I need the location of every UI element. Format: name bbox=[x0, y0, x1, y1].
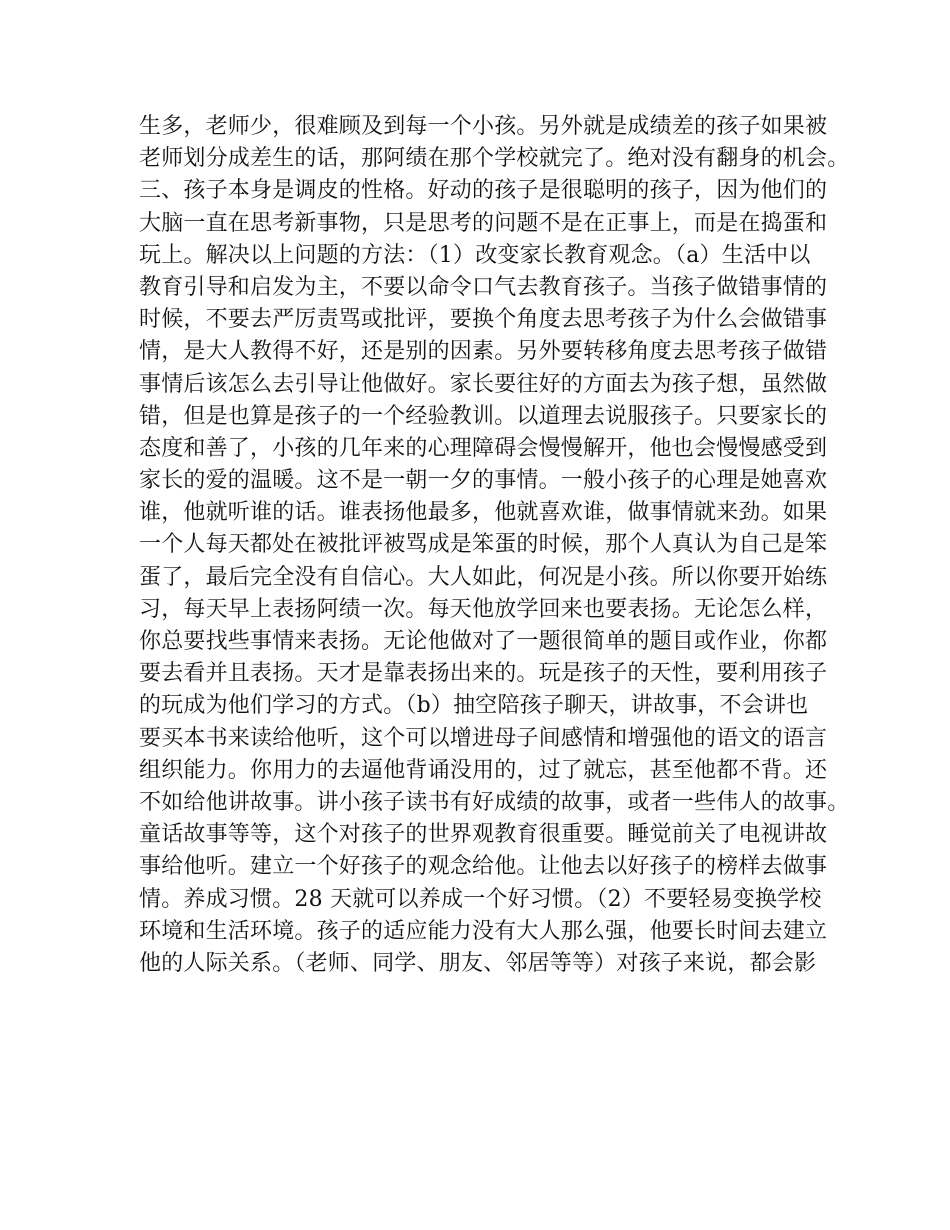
text-line: 他的人际关系。（老师、同学、朋友、邻居等等）对孩子来说，都会影 bbox=[139, 950, 817, 976]
text-line: 生多，老师少，很难顾及到每一个小孩。另外就是成绩差的孩子如果被 bbox=[139, 114, 828, 139]
text-line: 态度和善了，小孩的几年来的心理障碍会慢慢解开，他也会慢慢感受到 bbox=[139, 435, 828, 461]
text-line: 组织能力。你用力的去逼他背诵没用的，过了就忘，甚至他都不背。还 bbox=[139, 757, 828, 783]
text-line: 环境和生活环境。孩子的适应能力没有大人那么强，他要长时间去建立 bbox=[139, 918, 828, 944]
text-line: 事情后该怎么去引导让他做好。家长要往好的方面去为孩子想，虽然做 bbox=[139, 371, 828, 397]
text-line: 要去看并且表扬。天才是靠表扬出来的。玩是孩子的天性，要利用孩子 bbox=[139, 661, 828, 687]
text-line: 老师划分成差生的话，那阿绩在那个学校就完了。绝对没有翻身的机会。 bbox=[139, 146, 850, 172]
body-text bbox=[139, 111, 850, 980]
text-line: 三、孩子本身是调皮的性格。好动的孩子是很聪明的孩子，因为他们的 bbox=[139, 178, 828, 204]
text-line: 习，每天早上表扬阿绩一次。每天他放学回来也要表扬。无论怎么样， bbox=[139, 596, 828, 622]
text-line: 时候，不要去严厉责骂或批评，要换个角度去思考孩子为什么会做错事 bbox=[139, 307, 828, 333]
text-line: 不如给他讲故事。讲小孩子读书有好成绩的故事，或者一些伟人的故事。 bbox=[139, 789, 850, 815]
text-line: 玩上。解决以上问题的方法：（1）改变家长教育观念。（a）生活中以 bbox=[139, 242, 811, 268]
text-line: 谁，他就听谁的话。谁表扬他最多，他就喜欢谁，做事情就来劲。如果 bbox=[139, 500, 828, 526]
text-line: 事给他听。建立一个好孩子的观念给他。让他去以好孩子的榜样去做事 bbox=[139, 854, 828, 880]
text-line: 教育引导和启发为主，不要以命令口气去教育孩子。当孩子做错事情的 bbox=[139, 274, 828, 300]
text-line: 蛋了，最后完全没有自信心。大人如此，何况是小孩。所以你要开始练 bbox=[139, 564, 828, 590]
text-line: 家长的爱的温暖。这不是一朝一夕的事情。一般小孩子的心理是她喜欢 bbox=[139, 468, 828, 494]
text-line: 要买本书来读给他听，这个可以增进母子间感情和增强他的语文的语言 bbox=[139, 725, 828, 751]
text-line: 大脑一直在思考新事物，只是思考的问题不是在正事上，而是在捣蛋和 bbox=[139, 210, 828, 236]
text-line: 童话故事等等，这个对孩子的世界观教育很重要。睡觉前关了电视讲故 bbox=[139, 822, 828, 848]
text-line: 一个人每天都处在被批评被骂成是笨蛋的时候，那个人真认为自己是笨 bbox=[139, 532, 828, 558]
text-line: 你总要找些事情来表扬。无论他做对了一题很简单的题目或作业，你都 bbox=[139, 629, 828, 654]
text-line: 错，但是也算是孩子的一个经验教训。以道理去说服孩子。只要家长的 bbox=[139, 403, 828, 429]
text-line: 情，是大人教得不好，还是别的因素。另外要转移角度去思考孩子做错 bbox=[139, 339, 828, 365]
text-line: 情。养成习惯。28 天就可以养成一个好习惯。（2）不要轻易变换学校 bbox=[139, 886, 822, 912]
text-line: 的玩成为他们学习的方式。（b）抽空陪孩子聊天，讲故事，不会讲也 bbox=[139, 693, 809, 719]
